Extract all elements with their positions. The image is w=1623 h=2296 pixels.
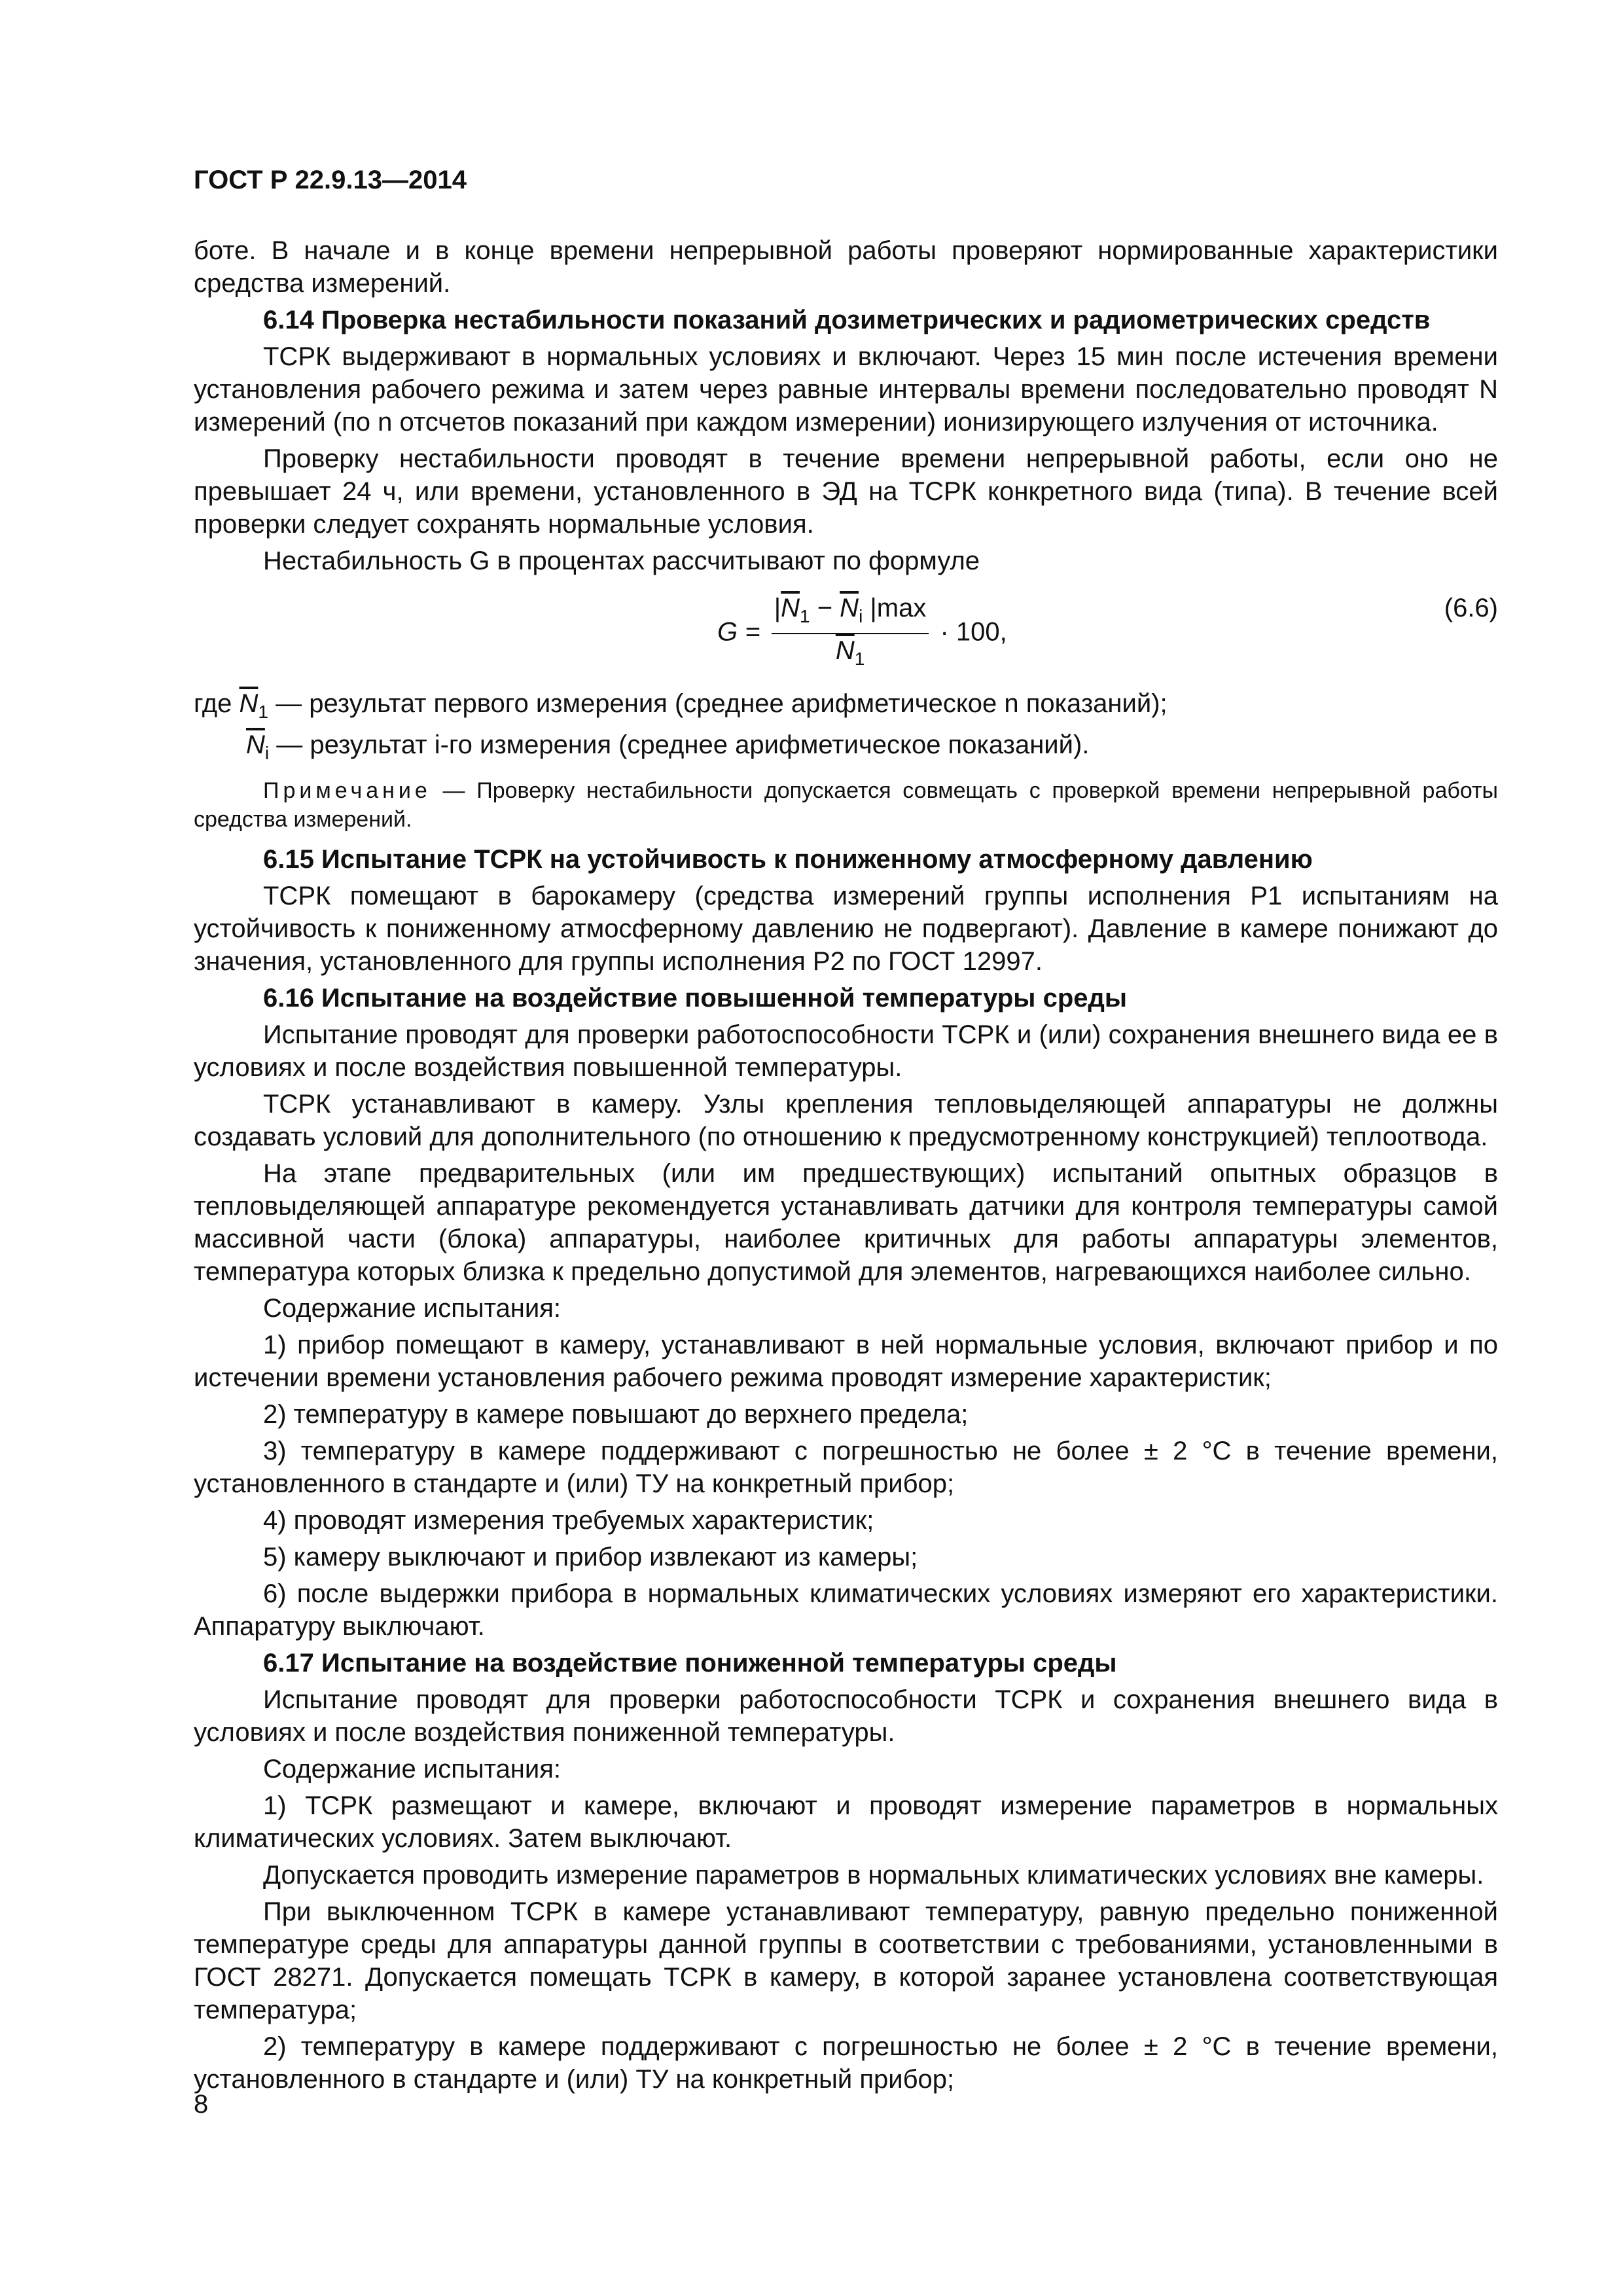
note-text: — Проверку нестабильности допускается совмещать с проверкой времени непрерывной работы средства измерений. (194, 778, 1498, 832)
section-6-15-para-1: ТСРК помещают в барокамеру (средства измерений группы исполнения Р1 испытаниям на устойчивость к пониженному атмосферному давлению не подвергают). Давление в камере понижают до значения, установленного для группы исполнения Р2 по ГОСТ 12997. (194, 882, 1498, 976)
formula-lhs: G = (717, 617, 760, 647)
abs-open: | (774, 594, 781, 622)
section-6-16-item-1: 1) прибор помещают в камеру, устанавливают в ней нормальные условия, включают прибор и по истечении времени установления рабочего режима проводят измерение характеристик; (194, 1331, 1498, 1392)
note-paragraph (194, 776, 1498, 834)
where-n1-subscript: 1 (258, 702, 268, 722)
n1-symbol: $\overline{N}$ (781, 594, 800, 622)
page-body (194, 234, 1498, 2100)
section-6-17-para-4: При выключенном ТСРК в камере устанавливают температуру, равную предельно пониженной температуре среды для аппаратуры данной группы в соответствии с требованиями, установленными в ГОСТ 28271. Допускается помещать ТСРК в камеру, в которой заранее установлена соответствующая температура; (194, 1897, 1498, 2024)
section-6-16-item-4: 4) проводят измерения требуемых характеристик; (263, 1506, 874, 1535)
den-symbol: $\overline{N}$ (835, 636, 855, 665)
formula-fraction (772, 592, 929, 675)
section-6-16-item-3: 3) температуру в камере поддерживают с погрешностью не более ± 2 °C в течение времени, установленного в стандарте и (или) ТУ на конкретный прибор; (194, 1437, 1498, 1498)
formula-rhs: · 100, (940, 617, 1007, 647)
section-6-16-item-5: 5) камеру выключают и прибор извлекают из камеры; (263, 1543, 918, 1571)
section-6-17-para-2: Содержание испытания: (263, 1755, 561, 1784)
den-subscript: 1 (854, 649, 865, 669)
section-6-16-para-2: ТСРК устанавливают в камеру. Узлы крепления тепловыделяющей аппаратуры не должны создавать условий для дополнительного (по отношению к предусмотренному конструкцией) теплоотвода. (194, 1090, 1498, 1151)
minus-sign: − (810, 594, 840, 622)
where-ni-text: — результат i-го измерения (среднее арифметическое показаний). (269, 730, 1090, 759)
section-6-14-para-3: Нестабильность G в процентах рассчитывают по формуле (263, 547, 980, 575)
formula-numerator (772, 592, 929, 634)
continued-paragraph: боте. В начале и в конце времени непрерывной работы проверяют нормированные характеристики средства измерений. (194, 236, 1498, 298)
formula-denominator (772, 634, 929, 675)
note-label: Примечание (263, 778, 431, 803)
section-6-17-heading: 6.17 Испытание на воздействие пониженной температуры среды (263, 1649, 1117, 1677)
section-6-16-item-2: 2) температуру в камере повышают до верхнего предела; (263, 1400, 969, 1429)
formula-expression (717, 592, 1007, 675)
formula-6-6 (194, 581, 1498, 687)
section-6-16-item-6: 6) после выдержки прибора в нормальных климатических условиях измеряют его характеристики. Аппаратуру выключают. (194, 1579, 1498, 1641)
section-6-17-para-1: Испытание проводят для проверки работоспособности ТСРК и сохранения внешнего вида в условиях и после воздействия пониженной температуры. (194, 1685, 1498, 1747)
section-6-16-para-4: Содержание испытания: (263, 1294, 561, 1323)
abs-max: |max (863, 594, 927, 622)
section-6-17-para-3: Допускается проводить измерение параметров в нормальных климатических условиях вне камеры. (263, 1861, 1484, 1890)
where-n1-symbol: $\overline{N}$ (239, 689, 259, 718)
where-ni-subscript: i (264, 743, 270, 763)
n1-subscript: 1 (800, 606, 810, 626)
section-6-14-para-2: Проверку нестабильности проводят в течение времени непрерывной работы, если оно не превышает 24 ч, или времени, установленного в ЭД на ТСРК конкретного вида (типа). В течение всей проверки следует сохранять нормальные условия. (194, 444, 1498, 539)
where-line-2 (246, 728, 1498, 770)
section-6-14-heading: 6.14 Проверка нестабильности показаний дозиметрических и радиометрических средств (263, 306, 1431, 334)
page-number: 8 (194, 2090, 209, 2119)
ni-symbol: $\overline{N}$ (840, 594, 859, 622)
section-6-15-heading: 6.15 Испытание ТСРК на устойчивость к пониженному атмосферному давлению (263, 845, 1313, 874)
section-6-16-heading: 6.16 Испытание на воздействие повышенной температуры среды (263, 984, 1128, 1013)
where-ni-symbol: $\overline{N}$ (246, 730, 265, 759)
formula-number: (6.6) (1444, 594, 1498, 622)
document-header: ГОСТ Р 22.9.13—2014 (194, 166, 467, 194)
where-prefix: где (194, 689, 240, 718)
section-6-14-para-1: ТСРК выдерживают в нормальных условиях и включают. Через 15 мин после истечения времени установления рабочего режима и затем через равные интервалы времени последовательно проводят N измерений (по n отсчетов показаний при каждом измерении) ионизирующего излучения от источника. (194, 342, 1498, 437)
section-6-17-item-1: 1) ТСРК размещают и камере, включают и проводят измерение параметров в нормальных климатических условиях. Затем выключают. (194, 1791, 1498, 1853)
section-6-16-para-3: На этапе предварительных (или им предшествующих) испытаний опытных образцов в тепловыделяющей аппаратуре рекомендуется устанавливать датчики для контроля температуры самой массивной части (блока) аппаратуры, наиболее критичных для работы аппаратуры элементов, температура которых близка к предельно допустимой для элементов, нагревающихся наиболее сильно. (194, 1159, 1498, 1286)
where-n1-text: — результат первого измерения (среднее арифметическое n показаний); (268, 689, 1168, 718)
section-6-16-para-1: Испытание проводят для проверки работоспособности ТСРК и (или) сохранения внешнего вида ее в условиях и после воздействия повышенной температуры. (194, 1020, 1498, 1082)
section-6-17-item-2: 2) температуру в камере поддерживают с погрешностью не более ± 2 °C в течение времени, установленного в стандарте и (или) ТУ на конкретный прибор; (194, 2032, 1498, 2094)
ni-subscript: i (859, 606, 863, 626)
where-line-1 (194, 687, 1498, 728)
